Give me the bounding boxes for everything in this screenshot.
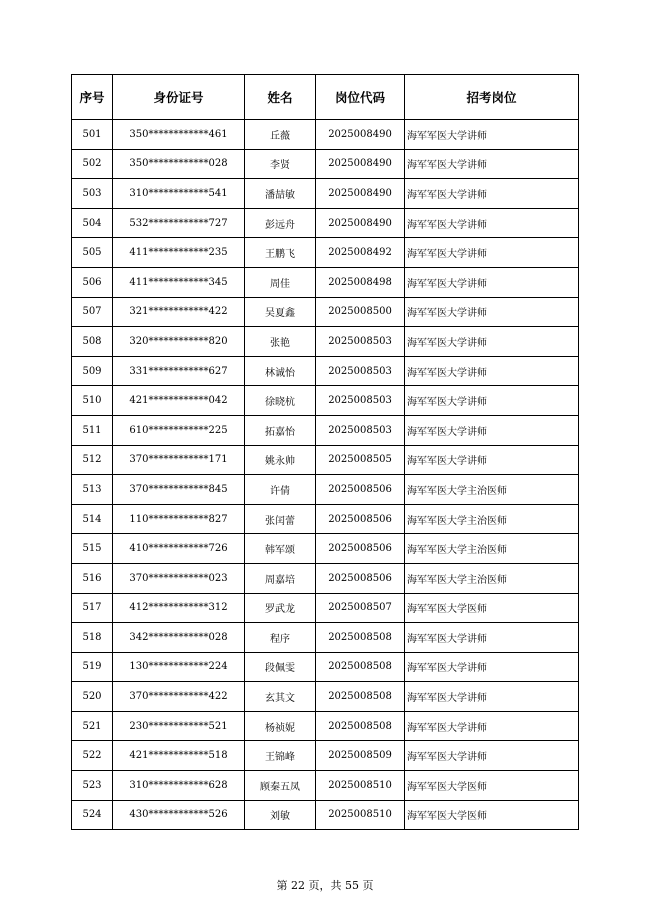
cell-name: 程序	[245, 623, 316, 653]
cell-seq: 518	[72, 623, 113, 653]
cell-position: 海军军医大学讲师	[405, 652, 579, 682]
cell-id-number: 350************461	[113, 120, 245, 150]
cell-position-code: 2025008508	[316, 682, 405, 712]
cell-name: 许倩	[245, 475, 316, 505]
cell-position: 海军军医大学医师	[405, 800, 579, 830]
cell-name: 顾秦五凤	[245, 771, 316, 801]
cell-name: 吴夏鑫	[245, 297, 316, 327]
cell-id-number: 310************541	[113, 179, 245, 209]
cell-id-number: 331************627	[113, 356, 245, 386]
table-row	[72, 652, 579, 682]
cell-id-number: 421************518	[113, 741, 245, 771]
cell-name: 周佳	[245, 267, 316, 297]
cell-position: 海军军医大学讲师	[405, 623, 579, 653]
table-row	[72, 475, 579, 505]
cell-id-number: 130************224	[113, 652, 245, 682]
cell-position-code: 2025008490	[316, 208, 405, 238]
cell-position-code: 2025008505	[316, 445, 405, 475]
cell-position-code: 2025008490	[316, 149, 405, 179]
cell-position-code: 2025008503	[316, 386, 405, 416]
cell-position: 海军军医大学讲师	[405, 356, 579, 386]
cell-position-code: 2025008507	[316, 593, 405, 623]
cell-name: 王鹏飞	[245, 238, 316, 268]
cell-seq: 520	[72, 682, 113, 712]
table-row	[72, 149, 579, 179]
table-row	[72, 267, 579, 297]
cell-position-code: 2025008510	[316, 800, 405, 830]
table-row	[72, 771, 579, 801]
cell-id-number: 350************028	[113, 149, 245, 179]
table-row	[72, 386, 579, 416]
cell-name: 杨祯妮	[245, 711, 316, 741]
cell-id-number: 370************845	[113, 475, 245, 505]
cell-position-code: 2025008503	[316, 356, 405, 386]
cell-seq: 510	[72, 386, 113, 416]
table-body	[72, 120, 579, 830]
header-name: 姓名	[245, 75, 316, 120]
cell-seq: 503	[72, 179, 113, 209]
cell-position: 海军军医大学讲师	[405, 682, 579, 712]
cell-position-code: 2025008490	[316, 179, 405, 209]
cell-seq: 524	[72, 800, 113, 830]
cell-position-code: 2025008508	[316, 711, 405, 741]
table-row	[72, 297, 579, 327]
cell-name: 罗武龙	[245, 593, 316, 623]
table-row	[72, 623, 579, 653]
cell-id-number: 321************422	[113, 297, 245, 327]
cell-seq: 513	[72, 475, 113, 505]
table-row	[72, 682, 579, 712]
cell-name: 张闰蕾	[245, 504, 316, 534]
header-position: 招考岗位	[405, 75, 579, 120]
cell-seq: 504	[72, 208, 113, 238]
cell-position-code: 2025008498	[316, 267, 405, 297]
cell-id-number: 411************235	[113, 238, 245, 268]
cell-position-code: 2025008506	[316, 504, 405, 534]
table-row	[72, 415, 579, 445]
cell-id-number: 110************827	[113, 504, 245, 534]
cell-id-number: 411************345	[113, 267, 245, 297]
page-number: 第 22 页，共 55 页	[276, 879, 374, 892]
cell-position: 海军军医大学主治医师	[405, 504, 579, 534]
header-id-number: 身份证号	[113, 75, 245, 120]
cell-position: 海军军医大学讲师	[405, 179, 579, 209]
cell-position: 海军军医大学讲师	[405, 711, 579, 741]
cell-name: 张艳	[245, 327, 316, 357]
table-row	[72, 179, 579, 209]
cell-position: 海军军医大学讲师	[405, 149, 579, 179]
cell-id-number: 610************225	[113, 415, 245, 445]
cell-name: 姚永帅	[245, 445, 316, 475]
cell-position-code: 2025008506	[316, 563, 405, 593]
cell-seq: 511	[72, 415, 113, 445]
cell-position: 海军军医大学讲师	[405, 386, 579, 416]
cell-name: 丘薇	[245, 120, 316, 150]
table-row	[72, 563, 579, 593]
cell-id-number: 370************023	[113, 563, 245, 593]
cell-seq: 505	[72, 238, 113, 268]
cell-id-number: 430************526	[113, 800, 245, 830]
cell-name: 徐晓杭	[245, 386, 316, 416]
table-header-row	[72, 75, 579, 120]
table-row	[72, 593, 579, 623]
cell-position: 海军军医大学讲师	[405, 445, 579, 475]
cell-name: 刘敏	[245, 800, 316, 830]
table-row	[72, 504, 579, 534]
table-row	[72, 741, 579, 771]
cell-position-code: 2025008506	[316, 534, 405, 564]
cell-position-code: 2025008508	[316, 652, 405, 682]
cell-seq: 514	[72, 504, 113, 534]
cell-name: 拓嘉怡	[245, 415, 316, 445]
table-row	[72, 800, 579, 830]
cell-position: 海军军医大学主治医师	[405, 534, 579, 564]
table-row	[72, 534, 579, 564]
cell-id-number: 342************028	[113, 623, 245, 653]
cell-id-number: 310************628	[113, 771, 245, 801]
cell-id-number: 412************312	[113, 593, 245, 623]
cell-position: 海军军医大学讲师	[405, 327, 579, 357]
cell-position-code: 2025008508	[316, 623, 405, 653]
cell-name: 潘喆敏	[245, 179, 316, 209]
table-row	[72, 711, 579, 741]
cell-seq: 519	[72, 652, 113, 682]
cell-position: 海军军医大学讲师	[405, 741, 579, 771]
cell-position: 海军军医大学医师	[405, 771, 579, 801]
cell-name: 段佩雯	[245, 652, 316, 682]
cell-position: 海军军医大学讲师	[405, 415, 579, 445]
cell-seq: 522	[72, 741, 113, 771]
cell-position-code: 2025008492	[316, 238, 405, 268]
cell-position-code: 2025008490	[316, 120, 405, 150]
cell-seq: 508	[72, 327, 113, 357]
table-row	[72, 327, 579, 357]
cell-seq: 517	[72, 593, 113, 623]
cell-seq: 523	[72, 771, 113, 801]
cell-seq: 506	[72, 267, 113, 297]
cell-id-number: 370************422	[113, 682, 245, 712]
cell-seq: 516	[72, 563, 113, 593]
cell-seq: 501	[72, 120, 113, 150]
cell-position-code: 2025008500	[316, 297, 405, 327]
cell-name: 韩军颂	[245, 534, 316, 564]
cell-seq: 509	[72, 356, 113, 386]
cell-position-code: 2025008506	[316, 475, 405, 505]
cell-name: 玄其文	[245, 682, 316, 712]
cell-seq: 512	[72, 445, 113, 475]
cell-position: 海军军医大学主治医师	[405, 563, 579, 593]
header-seq: 序号	[72, 75, 113, 120]
header-position-code: 岗位代码	[316, 75, 405, 120]
cell-seq: 502	[72, 149, 113, 179]
cell-position: 海军军医大学讲师	[405, 120, 579, 150]
cell-seq: 507	[72, 297, 113, 327]
cell-name: 彭远舟	[245, 208, 316, 238]
cell-id-number: 410************726	[113, 534, 245, 564]
cell-position: 海军军医大学讲师	[405, 297, 579, 327]
cell-id-number: 532************727	[113, 208, 245, 238]
cell-id-number: 421************042	[113, 386, 245, 416]
cell-position: 海军军医大学主治医师	[405, 475, 579, 505]
cell-name: 李贤	[245, 149, 316, 179]
cell-name: 林诚怡	[245, 356, 316, 386]
table-row	[72, 445, 579, 475]
cell-name: 周嘉培	[245, 563, 316, 593]
cell-position-code: 2025008509	[316, 741, 405, 771]
cell-id-number: 370************171	[113, 445, 245, 475]
table-row	[72, 238, 579, 268]
cell-position: 海军军医大学讲师	[405, 208, 579, 238]
cell-position: 海军军医大学讲师	[405, 238, 579, 268]
cell-seq: 515	[72, 534, 113, 564]
roster-table	[71, 74, 579, 830]
cell-position-code: 2025008503	[316, 327, 405, 357]
cell-id-number: 230************521	[113, 711, 245, 741]
cell-position: 海军军医大学医师	[405, 593, 579, 623]
cell-name: 王锦峰	[245, 741, 316, 771]
table-row	[72, 120, 579, 150]
table-row	[72, 356, 579, 386]
cell-seq: 521	[72, 711, 113, 741]
table-row	[72, 208, 579, 238]
cell-id-number: 320************820	[113, 327, 245, 357]
cell-position-code: 2025008510	[316, 771, 405, 801]
cell-position-code: 2025008503	[316, 415, 405, 445]
cell-position: 海军军医大学讲师	[405, 267, 579, 297]
